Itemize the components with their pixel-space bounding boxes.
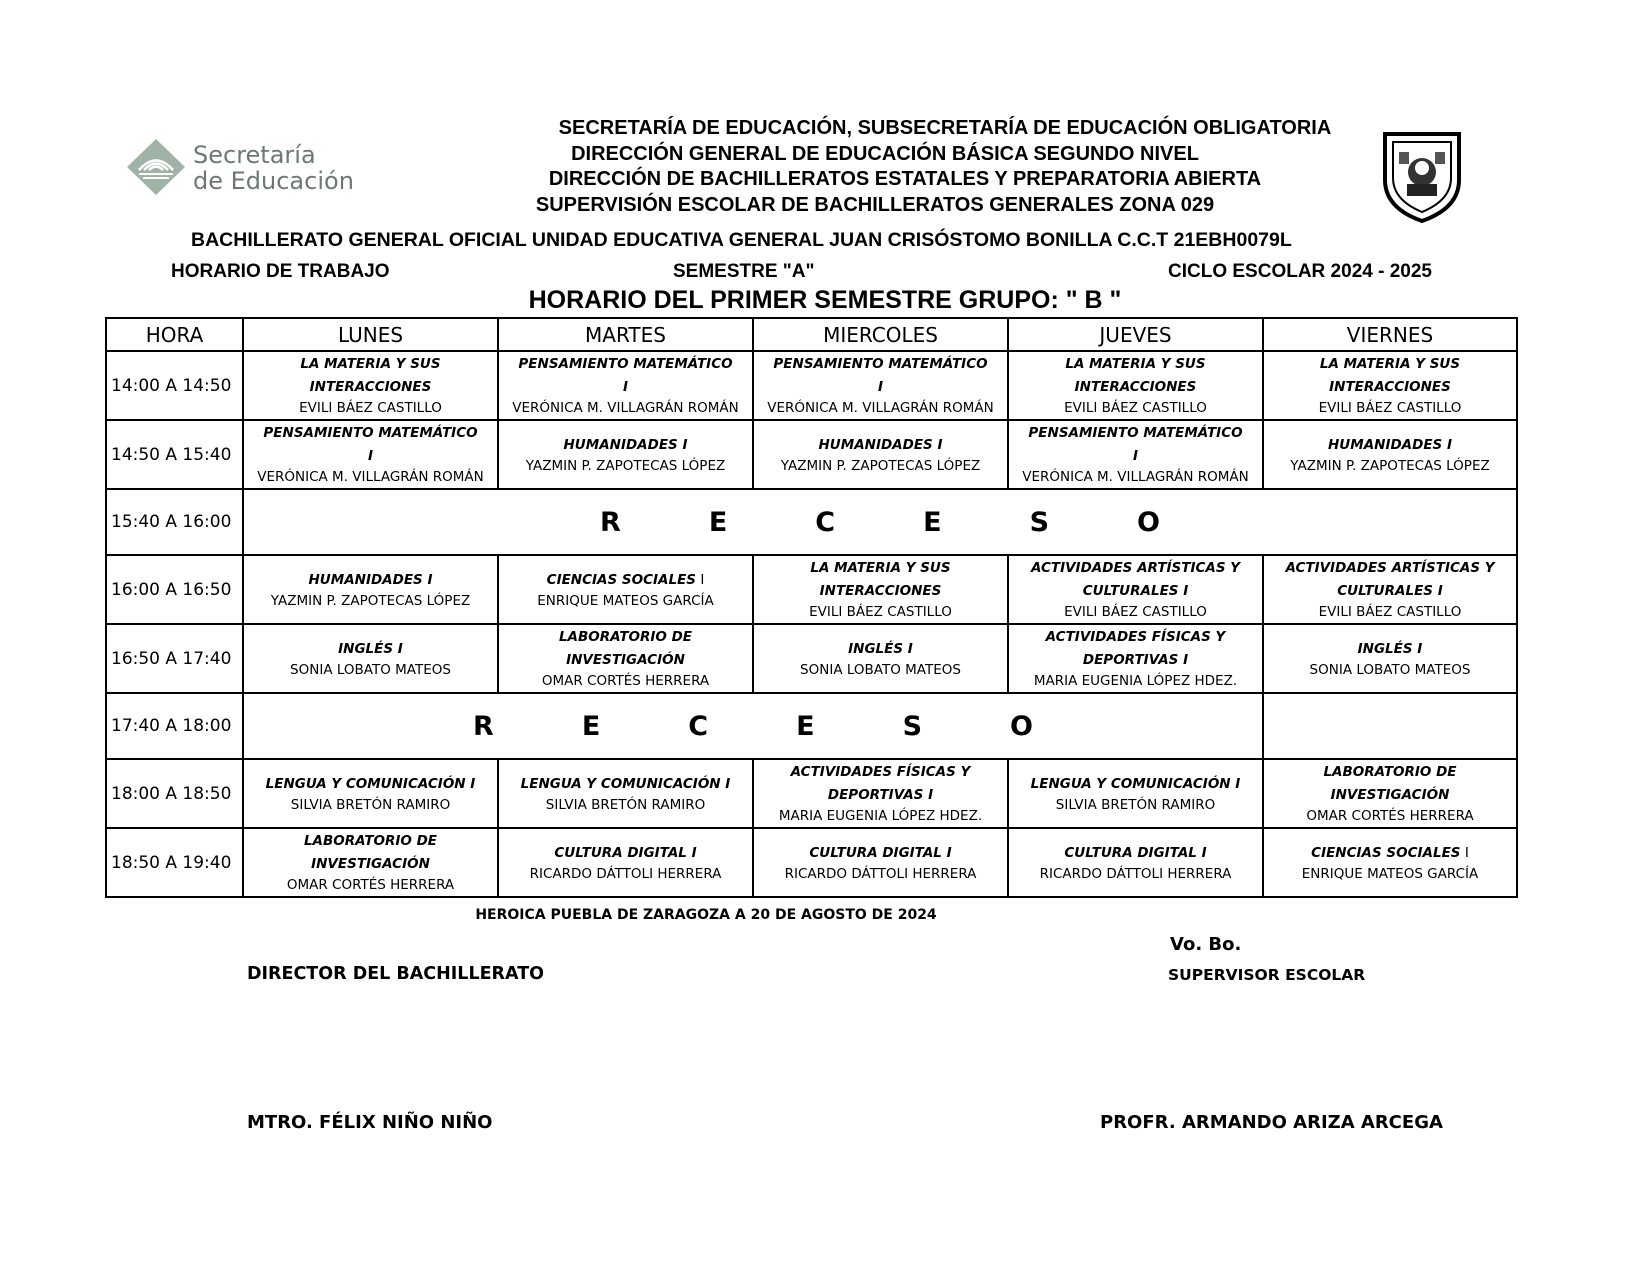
- class-cell: [1008, 624, 1263, 693]
- subject-name: PENSAMIENTO MATEMÁTICO I: [518, 356, 733, 395]
- place-date: HEROICA PUEBLA DE ZARAGOZA A 20 DE AGOSTO DE 2024: [475, 907, 937, 923]
- school-name: BACHILLERATO GENERAL OFICIAL UNIDAD EDUCATIVA GENERAL JUAN CRISÓSTOMO BONILLA C.C.T 21EBH0079L: [191, 229, 1292, 251]
- receso-letter: S: [1029, 506, 1050, 538]
- receso-letter: E: [708, 506, 728, 538]
- class-cell: [243, 828, 498, 897]
- hora-cell: 18:50 A 19:40: [106, 828, 243, 897]
- teacher-name: SONIA LOBATO MATEOS: [290, 661, 451, 678]
- teacher-name: YAZMIN P. ZAPOTECAS LÓPEZ: [525, 457, 726, 474]
- hora-cell: 14:50 A 15:40: [106, 420, 243, 489]
- subject-name: LA MATERIA Y SUS INTERACCIONES: [300, 356, 441, 395]
- receso-letter: E: [796, 710, 815, 742]
- teacher-name: RICARDO DÁTTOLI HERRERA: [529, 865, 722, 882]
- header-row: [106, 318, 1517, 351]
- teacher-name: SILVIA BRETÓN RAMIRO: [1055, 796, 1216, 813]
- receso-cell: [243, 693, 1263, 759]
- teacher-name: YAZMIN P. ZAPOTECAS LÓPEZ: [1290, 457, 1490, 474]
- subject-name: LABORATORIO DE INVESTIGACIÓN: [303, 833, 438, 872]
- table-row: [106, 759, 1517, 828]
- vobo-label: Vo. Bo.: [1170, 934, 1242, 955]
- school-crest-icon: [1377, 128, 1467, 224]
- teacher-name: SONIA LOBATO MATEOS: [1309, 661, 1471, 678]
- table-row: [106, 828, 1517, 897]
- semestre-label: SEMESTRE "A": [673, 261, 815, 282]
- subject-name: LABORATORIO DE INVESTIGACIÓN: [1323, 764, 1457, 803]
- class-cell: [498, 828, 753, 897]
- class-cell: [1263, 420, 1517, 489]
- subject-suffix: I: [1460, 844, 1469, 861]
- schedule-table: [105, 317, 1518, 898]
- class-cell: [1263, 828, 1517, 897]
- group-title: HORARIO DEL PRIMER SEMESTRE GRUPO: " B ": [528, 286, 1122, 314]
- class-cell: [498, 759, 753, 828]
- teacher-name: VERÓNICA M. VILLAGRÁN ROMÁN: [257, 469, 484, 485]
- teacher-name: SONIA LOBATO MATEOS: [800, 661, 961, 678]
- teacher-name: OMAR CORTÉS HERRERA: [1306, 808, 1474, 824]
- teacher-name: RICARDO DÁTTOLI HERRERA: [784, 865, 977, 882]
- subject-name: CULTURA DIGITAL I: [809, 844, 952, 861]
- teacher-name: MARIA EUGENIA LÓPEZ HDEZ.: [778, 808, 983, 824]
- teacher-name: EVILI BÁEZ CASTILLO: [1064, 400, 1207, 416]
- subject-name: LA MATERIA Y SUS INTERACCIONES: [1319, 356, 1461, 395]
- column-header-day: JUEVES: [1008, 318, 1263, 351]
- column-header-day: MIERCOLES: [753, 318, 1008, 351]
- subject-name: PENSAMIENTO MATEMÁTICO I: [263, 425, 478, 464]
- subject-name: CIENCIAS SOCIALES: [1311, 844, 1461, 861]
- subject-name: HUMANIDADES I: [818, 436, 943, 453]
- hora-cell: 16:50 A 17:40: [106, 624, 243, 693]
- class-cell: [753, 420, 1008, 489]
- class-cell: [498, 555, 753, 624]
- header-line-1: SECRETARÍA DE EDUCACIÓN, SUBSECRETARÍA DE EDUCACIÓN OBLIGATORIA: [558, 117, 1332, 139]
- subject-name: ACTIVIDADES ARTÍSTICAS Y CULTURALES I: [1030, 560, 1241, 599]
- receso-letter: O: [1010, 710, 1033, 742]
- receso-letter: R: [600, 506, 621, 538]
- teacher-name: ENRIQUE MATEOS GARCÍA: [1301, 865, 1479, 882]
- subject-name: INGLÉS I: [338, 640, 403, 657]
- receso-cell: [243, 489, 1517, 555]
- class-cell: [1263, 624, 1517, 693]
- header-line-4: SUPERVISIÓN ESCOLAR DE BACHILLERATOS GENERALES ZONA 029: [535, 194, 1215, 216]
- class-cell: [498, 624, 753, 693]
- class-cell: [498, 351, 753, 420]
- supervisor-title: SUPERVISOR ESCOLAR: [1168, 966, 1366, 984]
- teacher-name: EVILI BÁEZ CASTILLO: [1318, 400, 1462, 416]
- class-cell: [753, 759, 1008, 828]
- class-cell: [243, 759, 498, 828]
- subject-name: INGLÉS I: [848, 640, 913, 657]
- subject-name: LA MATERIA Y SUS INTERACCIONES: [810, 560, 951, 599]
- logo-line-2: de Educación: [193, 167, 354, 195]
- column-header-day: VIERNES: [1263, 318, 1517, 351]
- subject-name: CULTURA DIGITAL I: [1064, 844, 1207, 861]
- teacher-name: YAZMIN P. ZAPOTECAS LÓPEZ: [270, 592, 471, 609]
- schedule-body: [106, 351, 1517, 897]
- receso-letter: E: [923, 506, 942, 538]
- logo-line-1: Secretaría: [193, 141, 316, 169]
- class-cell: [243, 624, 498, 693]
- horario-trabajo-label: HORARIO DE TRABAJO: [171, 261, 390, 282]
- receso-letter: C: [815, 506, 836, 538]
- teacher-name: EVILI BÁEZ CASTILLO: [1064, 604, 1207, 620]
- teacher-name: ENRIQUE MATEOS GARCÍA: [537, 592, 714, 609]
- director-title: DIRECTOR DEL BACHILLERATO: [247, 964, 545, 984]
- subject-name: PENSAMIENTO MATEMÁTICO I: [773, 356, 988, 395]
- class-cell: [243, 351, 498, 420]
- hora-cell: 17:40 A 18:00: [106, 693, 243, 759]
- subject-name: HUMANIDADES I: [1328, 436, 1452, 453]
- subject-name: LENGUA Y COMUNICACIÓN I: [1030, 775, 1241, 792]
- class-cell: [753, 828, 1008, 897]
- teacher-name: VERÓNICA M. VILLAGRÁN ROMÁN: [1022, 469, 1249, 485]
- subject-name: HUMANIDADES I: [308, 571, 433, 588]
- teacher-name: EVILI BÁEZ CASTILLO: [809, 604, 952, 620]
- teacher-name: MARIA EUGENIA LÓPEZ HDEZ.: [1033, 673, 1238, 689]
- subject-name: LA MATERIA Y SUS INTERACCIONES: [1065, 356, 1206, 395]
- teacher-name: VERÓNICA M. VILLAGRÁN ROMÁN: [767, 400, 994, 416]
- class-cell: [1008, 420, 1263, 489]
- director-name: MTRO. FÉLIX NIÑO NIÑO: [247, 1112, 493, 1133]
- class-cell: [1263, 759, 1517, 828]
- teacher-name: EVILI BÁEZ CASTILLO: [299, 400, 442, 416]
- class-cell: [243, 555, 498, 624]
- table-row: [106, 624, 1517, 693]
- receso-letter: S: [902, 710, 923, 742]
- subject-name: ACTIVIDADES FÍSICAS Y DEPORTIVAS I: [1045, 629, 1226, 668]
- class-cell: [753, 624, 1008, 693]
- receso-row: [106, 489, 1517, 555]
- table-row: [106, 420, 1517, 489]
- receso-row: [106, 693, 1517, 759]
- subject-name: ACTIVIDADES ARTÍSTICAS Y CULTURALES I: [1285, 560, 1495, 599]
- receso-letter: E: [581, 710, 601, 742]
- hora-cell: 16:00 A 16:50: [106, 555, 243, 624]
- hora-cell: 14:00 A 14:50: [106, 351, 243, 420]
- subject-name: INGLÉS I: [1357, 640, 1423, 657]
- receso-letter: C: [688, 710, 709, 742]
- column-header-day: MARTES: [498, 318, 753, 351]
- subject-name: PENSAMIENTO MATEMÁTICO I: [1028, 425, 1243, 464]
- header-line-2: DIRECCIÓN GENERAL DE EDUCACIÓN BÁSICA SEGUNDO NIVEL: [571, 143, 1199, 165]
- empty-cell: [1263, 693, 1517, 759]
- hora-cell: 15:40 A 16:00: [106, 489, 243, 555]
- receso-letter: O: [1137, 506, 1160, 538]
- table-row: [106, 351, 1517, 420]
- subject-suffix: I: [696, 571, 705, 588]
- header-line-3: DIRECCIÓN DE BACHILLERATOS ESTATALES Y PREPARATORIA ABIERTA: [548, 168, 1262, 190]
- column-header-day: LUNES: [243, 318, 498, 351]
- subject-name: LENGUA Y COMUNICACIÓN I: [265, 775, 476, 792]
- subject-name: CIENCIAS SOCIALES: [546, 571, 697, 588]
- class-cell: [1008, 555, 1263, 624]
- class-cell: [1263, 351, 1517, 420]
- teacher-name: VERÓNICA M. VILLAGRÁN ROMÁN: [512, 400, 739, 416]
- subject-name: ACTIVIDADES FÍSICAS Y DEPORTIVAS I: [790, 764, 971, 803]
- teacher-name: OMAR CORTÉS HERRERA: [286, 877, 455, 893]
- teacher-name: OMAR CORTÉS HERRERA: [541, 673, 710, 689]
- column-header-hora: HORA: [106, 318, 243, 351]
- receso-letter: R: [473, 710, 494, 742]
- teacher-name: EVILI BÁEZ CASTILLO: [1318, 604, 1462, 620]
- teacher-name: SILVIA BRETÓN RAMIRO: [290, 796, 451, 813]
- ciclo-escolar-label: CICLO ESCOLAR 2024 - 2025: [1168, 261, 1432, 282]
- class-cell: [753, 555, 1008, 624]
- teacher-name: YAZMIN P. ZAPOTECAS LÓPEZ: [780, 457, 981, 474]
- subject-name: LENGUA Y COMUNICACIÓN I: [520, 775, 731, 792]
- subject-name: LABORATORIO DE INVESTIGACIÓN: [558, 629, 693, 668]
- class-cell: [243, 420, 498, 489]
- supervisor-name: PROFR. ARMANDO ARIZA ARCEGA: [1100, 1112, 1443, 1133]
- subject-name: CULTURA DIGITAL I: [554, 844, 697, 861]
- class-cell: [1263, 555, 1517, 624]
- class-cell: [753, 351, 1008, 420]
- school-crest: [1377, 128, 1467, 224]
- teacher-name: RICARDO DÁTTOLI HERRERA: [1039, 865, 1232, 882]
- class-cell: [498, 420, 753, 489]
- class-cell: [1008, 351, 1263, 420]
- teacher-name: SILVIA BRETÓN RAMIRO: [545, 796, 706, 813]
- hora-cell: 18:00 A 18:50: [106, 759, 243, 828]
- table-row: [106, 555, 1517, 624]
- subject-name: HUMANIDADES I: [563, 436, 688, 453]
- class-cell: [1008, 828, 1263, 897]
- class-cell: [1008, 759, 1263, 828]
